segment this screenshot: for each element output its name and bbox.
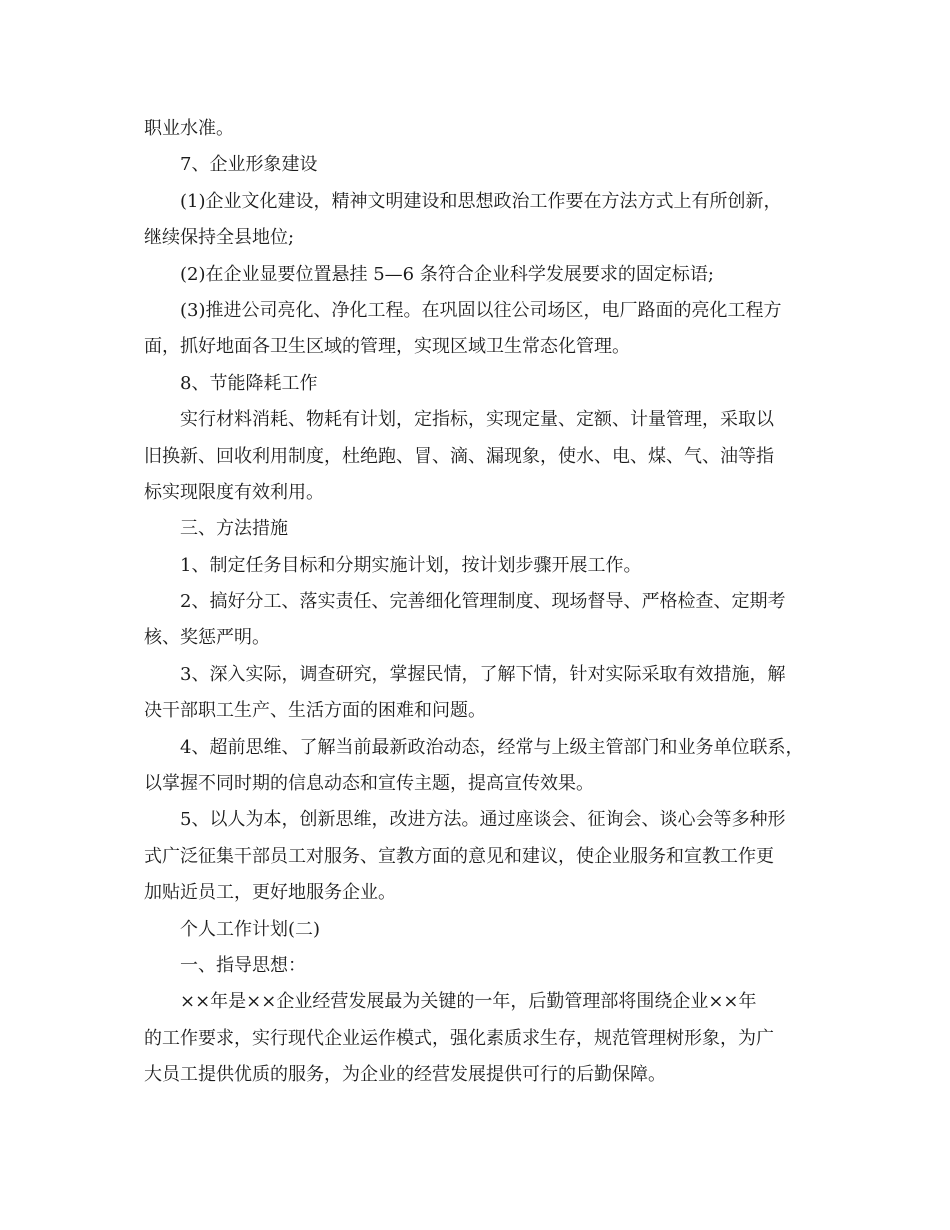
text-line: 三、方法措施: [180, 518, 288, 540]
text-line: 的工作要求，实行现代企业运作模式，强化素质求生存，规范管理树形象，为广: [144, 1027, 774, 1049]
text-line: 实行材料消耗、物耗有计划，定指标，实现定量、定额、计量管理，采取以: [180, 409, 774, 431]
text-line: 3、深入实际，调查研究，掌握民情，了解下情，针对实际采取有效措施，解: [180, 663, 786, 685]
text-line: 旧换新、回收利用制度，杜绝跑、冒、滴、漏现象，使水、电、煤、气、油等指: [144, 445, 774, 467]
text-line: 职业水准。: [144, 118, 234, 139]
text-line: 一、指导思想：: [180, 954, 306, 976]
text-line: 核、奖惩严明。: [144, 627, 270, 649]
text-line: 式广泛征集干部员工对服务、宣教方面的意见和建议，使企业服务和宣教工作更: [144, 845, 774, 867]
text-line: (2)在企业显要位置悬挂 5—6 条符合企业科学发展要求的固定标语;: [180, 263, 714, 285]
text-line: 5、以人为本，创新思维，改进方法。通过座谈会、征询会、谈心会等多种形: [180, 809, 786, 831]
text-line: 决干部职工生产、生活方面的困难和问题。: [144, 700, 486, 722]
text-line: 面，抓好地面各卫生区域的管理，实现区域卫生常态化管理。: [144, 336, 630, 358]
text-line: 加贴近员工，更好地服务企业。: [144, 882, 396, 904]
document-body: [144, 111, 814, 1094]
text-line: ××年是××企业经营发展最为关键的一年，后勤管理部将围绕企业××年: [180, 991, 757, 1013]
text-line: (3)推进公司亮化、净化工程。在巩固以往公司场区，电厂路面的亮化工程方: [180, 299, 782, 321]
text-line: 继续保持全县地位;: [144, 227, 295, 249]
text-line: 以掌握不同时期的信息动态和宣传主题，提高宣传效果。: [144, 773, 594, 795]
text-line: 7、企业形象建设: [180, 154, 318, 176]
text-line: 4、超前思维、了解当前最新政治动态，经常与上级主管部门和业务单位联系，: [180, 736, 804, 758]
text-line: 2、搞好分工、落实责任、完善细化管理制度、现场督导、严格检查、定期考: [180, 591, 786, 613]
text-line: 大员工提供优质的服务，为企业的经营发展提供可行的后勤保障。: [144, 1064, 666, 1086]
text-line: (1)企业文化建设，精神文明建设和思想政治工作要在方法方式上有所创新，: [180, 190, 782, 212]
section-heading: 个人工作计划(二): [180, 918, 321, 940]
text-line: 1、制定任务目标和分期实施计划，按计划步骤开展工作。: [180, 554, 642, 576]
text-line: 标实现限度有效利用。: [144, 481, 324, 503]
text-line: 8、节能降耗工作: [180, 372, 318, 394]
